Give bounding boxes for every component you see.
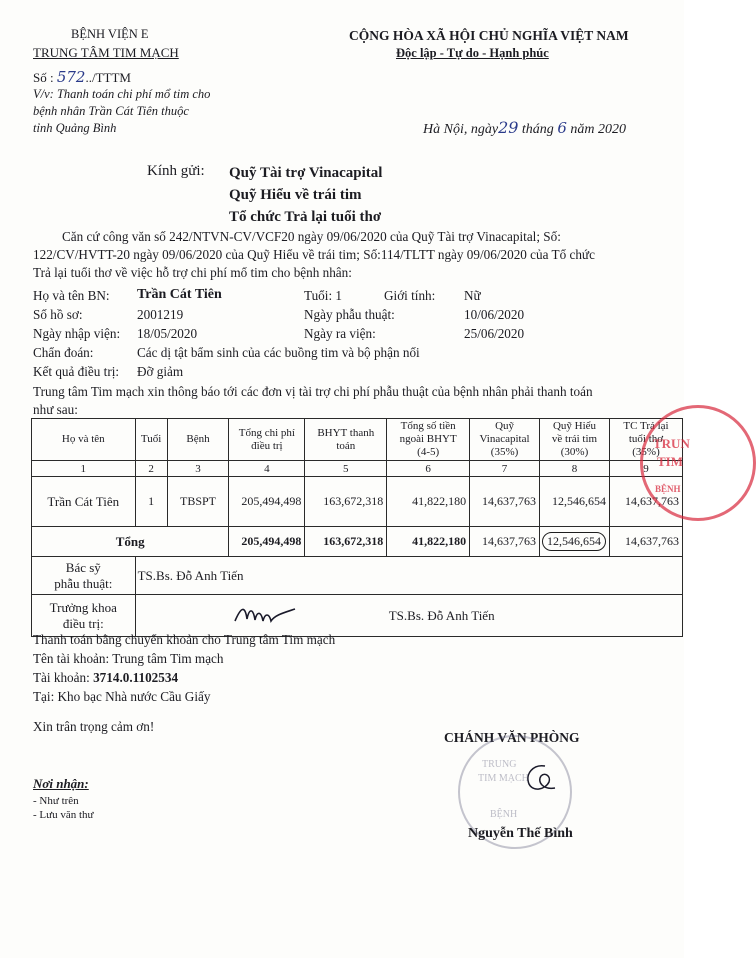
subject-line: V/v: Thanh toán chi phí mổ tim cho bệnh nhân Trần Cát Tiên thuộc tỉnh Quảng Bình	[33, 87, 211, 135]
account-number: 3714.0.1102534	[93, 670, 179, 685]
gray-stamp: TRUNG TIM MẠCH BỆNH	[458, 735, 572, 849]
admit-date: 18/05/2020	[137, 326, 198, 341]
record-number: 2001219	[137, 307, 184, 322]
recipient-label: Kính gửi:	[147, 163, 205, 179]
payment-table	[31, 418, 683, 637]
director-signature	[515, 760, 565, 794]
header-cell: Tổng số tiền ngoài BHYT (4-5)	[387, 419, 470, 461]
table-index-row: 1 2 3 4 5 6 7 8 9	[32, 461, 683, 477]
circled-amount: 12,546,654	[542, 532, 606, 551]
surgeon-row: Bác sỹ phẫu thuật: TS.Bs. Đỗ Anh Tiến	[32, 557, 683, 595]
surgery-date: 10/06/2020	[464, 307, 525, 322]
center-name: TRUNG TÂM TIM MẠCH	[33, 45, 179, 60]
date-line: Hà Nội, ngày29 tháng 6 năm 2020	[423, 118, 626, 137]
intro-paragraph: Căn cứ công văn số 242/NTVN-CV/VCF20 ngày 09/06/2020 của Quỹ Tài trợ Vinacapital; Số: 122/CV/HVTT-20 ngày 09/06/2020 của Quỹ Hiểu về trái tim; Số:114/TLTT ngày 09/06/2020 của Tổ chức Trả lại tuổi thơ về việc hỗ trợ chi phí mổ tim cho bệnh nhân:	[33, 229, 595, 280]
head-row: Trưởng khoa điều trị: TS.Bs. Đỗ Anh Tiến	[32, 595, 683, 637]
patient-age: Tuổi: 1	[304, 288, 342, 303]
payment-line: Thanh toán bằng chuyển khoản cho Trung tâm Tim mạch	[33, 632, 336, 647]
patient-sex-label: Giới tính:	[384, 288, 436, 303]
signature-title: CHÁNH VĂN PHÒNG	[444, 730, 580, 745]
header-cell: Họ và tên	[32, 419, 136, 461]
handwritten-signature	[191, 599, 331, 629]
result: Đỡ giảm	[137, 364, 184, 379]
account-number-line: Tài khoản: 3714.0.1102534	[33, 670, 179, 685]
header-cell: BHYT thanh toán	[305, 419, 387, 461]
patient-sex: Nữ	[464, 288, 481, 303]
surgeon-name: TS.Bs. Đỗ Anh Tiến	[135, 557, 609, 595]
admit-date-label: Ngày nhập viện:	[33, 326, 121, 341]
header-cell: Tuổi	[135, 419, 167, 461]
surgery-date-label: Ngày phẫu thuật:	[304, 307, 395, 322]
discharge-date: 25/06/2020	[464, 326, 525, 341]
signer-name: Nguyễn Thế Bình	[468, 826, 573, 841]
closing-text: Xin trân trọng cảm ơn!	[33, 719, 155, 734]
number-handwritten: 572	[56, 68, 86, 86]
bank-name: Tại: Kho bạc Nhà nước Cầu Giấy	[33, 689, 211, 704]
account-name: Tên tài khoản: Trung tâm Tim mạch	[33, 651, 224, 666]
header-cell: Tổng chi phí điều trị	[229, 419, 305, 461]
recipients-title: Nơi nhận:	[33, 776, 89, 791]
patient-name: Trần Cát Tiên	[137, 287, 222, 302]
recipient-list: Quỹ Tài trợ Vinacapital Quỹ Hiểu về trái tim Tổ chức Trả lại tuổi thơ	[229, 165, 383, 225]
diagnosis-label: Chẩn đoán:	[33, 345, 94, 360]
discharge-date-label: Ngày ra viện:	[304, 326, 376, 341]
table-total-row: Tổng 205,494,498 163,672,318 41,822,180 14,637,763 12,546,654 14,637,763	[32, 527, 683, 557]
result-label: Kết quả điều trị:	[33, 364, 120, 379]
header-cell: TC Trả lại tuổi thơ (35%)	[610, 419, 683, 461]
record-label: Số hồ sơ:	[33, 307, 83, 322]
table-row: Trần Cát Tiên 1 TBSPT 205,494,498 163,672,318 41,822,180 14,637,763 12,546,654 14,637,763	[32, 477, 683, 527]
red-stamp: TRUN TIM BỆNH	[640, 405, 756, 521]
hospital-name: BỆNH VIỆN E	[71, 27, 149, 41]
table-header-row	[32, 419, 683, 461]
diagnosis: Các dị tật bẩm sinh của các buồng tim và bộ phận nối	[137, 345, 420, 360]
motto: Độc lập - Tự do - Hạnh phúc	[396, 46, 549, 60]
patient-name-label: Họ và tên BN:	[33, 288, 110, 303]
head-name: TS.Bs. Đỗ Anh Tiến	[387, 595, 610, 637]
header-cell: Quỹ Hiểu về trái tim (30%)	[540, 419, 610, 461]
notice-paragraph: Trung tâm Tim mạch xin thông báo tới các đơn vị tài trợ chi phí phẫu thuật của bệnh nhân phải thanh toán như sau:	[33, 384, 593, 417]
document-number: Số : 572../TTTM	[33, 68, 131, 86]
header-cell: Quỹ Vinacapital (35%)	[470, 419, 540, 461]
nation-title: CỘNG HÒA XÃ HỘI CHỦ NGHĨA VIỆT NAM	[349, 28, 629, 43]
recipients-items: - Như trên - Lưu văn thư	[33, 795, 94, 821]
header-cell: Bệnh	[167, 419, 229, 461]
